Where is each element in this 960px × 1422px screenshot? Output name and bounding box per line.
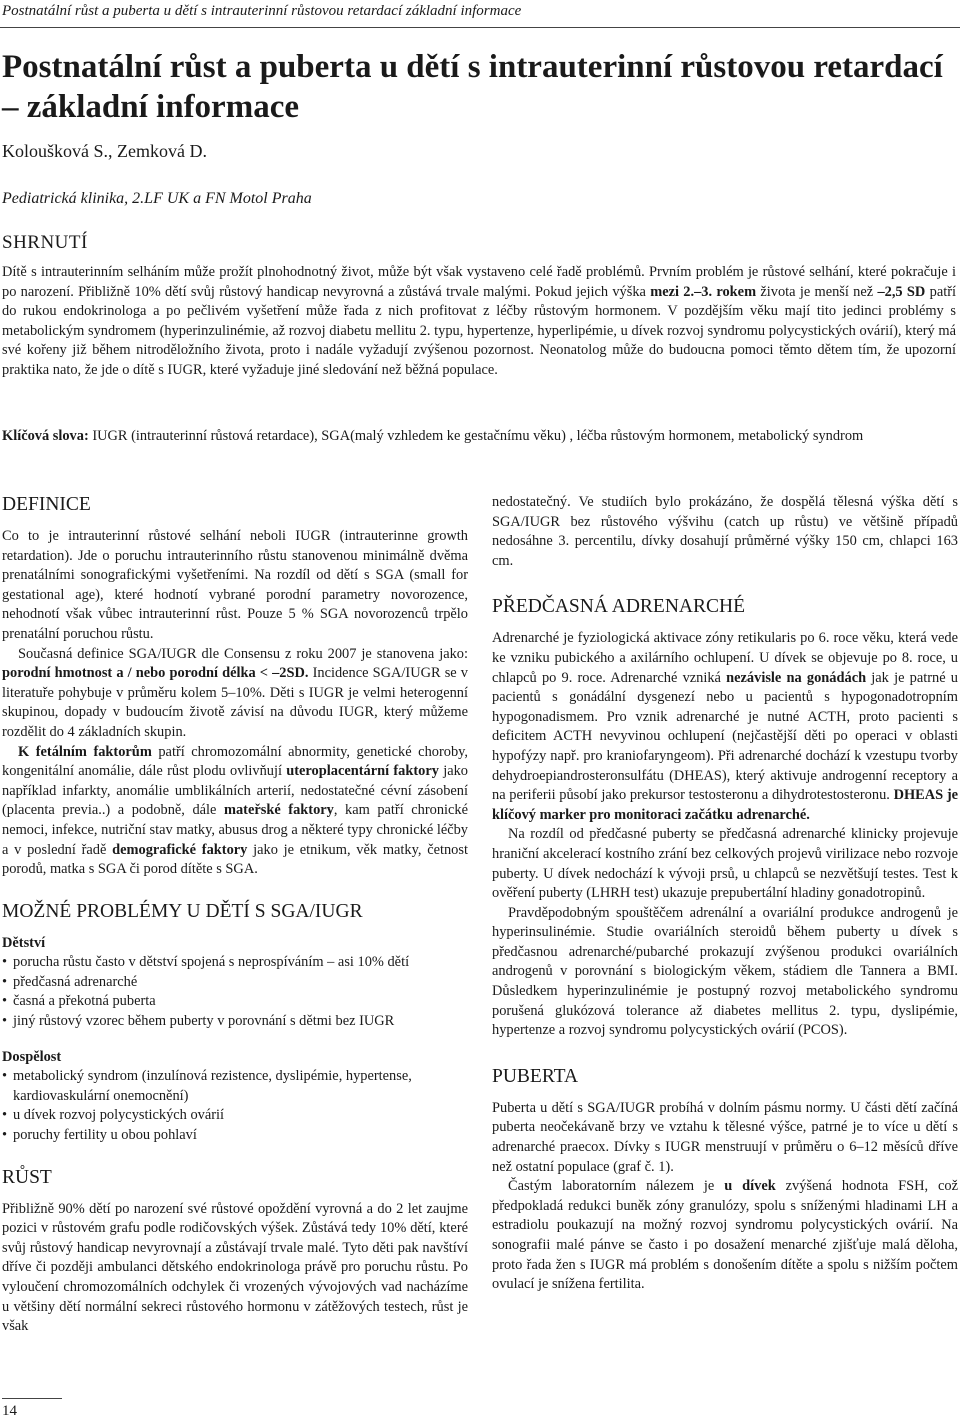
puberta-heading: PUBERTA	[492, 1065, 579, 1087]
rust-paragraph: Přibližně 90% dětí po narození své růstové opoždění vyrovná a do 2 let zaujme pozici v růstovém grafu podle rodičovských výšek. Zůstává tedy 10% dětí, které svůj růstový handicap nevyrovnají a zůstávají trvale malé. Tyto děti pak navštíví dříve či později ambulanci dětského endokrinologa právě pro poruchu růstu. Po vyloučení chromozomálních odchylek či vrozených vývojových vad nacházíme u většiny dětí normální sekreci růstového hormonu v zátěžových testech, růst je však	[2, 1200, 468, 1335]
problemy-heading: MOŽNÉ PROBLÉMY U DĚTÍ S SGA/IUGR	[2, 900, 363, 922]
list-item: • metabolický syndrom (inzulínová rezistence, dyslipémie, hypertense, kardiovaskulární onemocnění)	[2, 1067, 468, 1106]
summary-text: Dítě s intrauterinním selháním může prožít plnohodnotný život, může být však vystaveno celé řadě problémů. Prvním problém je růstové selhání, které pokračuje i po narození. Přibližně 10% dětí svůj růstový handicap nevyrovná a zůstává trvale malými. Pokud jejich výška mezi 2.–3. rokem života je menší než –2,5 SD patří do rukou endokrinologa a po pečlivém vyšetření může řada z nich profitovat z léčby růstovým hormonem. V pozdějším věku mají tito jedinci problémy s metabolickým syndromem (hyperinzulinémie, až rozvoj diabetu mellitu 2. typu, hypertenze, hyperlipémie, u dívek rozvoj syndromu polycystických ovárií), který má své kořeny již během nitroděložního života, proto i nadále vyžadují zvýšenou pozornost. Neonatolog může do budoucna pomoci těmto dětem tím, že upozorní praktika nato, že jde o dítě s IUGR, které vyžaduje jiné sledování než běžná populace.	[2, 264, 956, 378]
affiliation: Pediatrická klinika, 2.LF UK a FN Motol Praha	[2, 190, 312, 207]
running-header: Postnatální růst a puberta u dětí s intrauterinní růstovou retardací základní informace	[0, 0, 960, 28]
detstvi-subheading: Dětství	[2, 934, 46, 951]
page-number: 14	[2, 1398, 62, 1420]
adrenarche-heading: PŘEDČASNÁ ADRENARCHÉ	[492, 596, 745, 618]
definice-heading: DEFINICE	[2, 494, 91, 515]
summary-heading: SHRNUTÍ	[2, 232, 88, 253]
adrenarche-paragraph: Na rozdíl od předčasné puberty se předčasná adrenarché klinicky projevuje hraniční akcelerací kostního zrání bez celkových projevů virilizace nebo rozvoje puberty. U dívek nedochází k vývoji prsů, u chlapců se nezvětšují testes. Test k ověření puberty (LHRH test) ukazuje prepubertální hladiny gonadotropinů.	[492, 826, 958, 902]
puberta-paragraph: Puberta u dětí s SGA/IUGR probíhá v dolním pásmu normy. U části dětí začíná puberta neočekávaně brzy ve vztahu k tělesné výšce, patrné je to více u dětí s adrenarché praecox. Dívky s IUGR menstruují v průměru o 6–12 měsíců dříve než ostatní populace (graf č. 1).	[492, 1099, 958, 1175]
rust-heading: RŮST	[2, 1166, 52, 1188]
authors: Koloušková S., Zemková D.	[2, 141, 207, 161]
list-item: • časná a překotná puberta	[2, 992, 468, 1012]
definice-paragraph: Současná definice SGA/IUGR dle Consensu z roku 2007 je stanovena jako: porodní hmotnost a / nebo porodní délka < –2SD. Incidence SGA/IUGR se v literatuře pohybuje v průměru kolem 5–10%. Děti s IUGR je velmi heterogenní skupinou, dopady v budoucím životě závisí na důvodu IUGR, který můžeme rozdělit do 4 základních skupin.	[2, 645, 469, 740]
adrenarche-paragraph: Pravděpodobným spouštěčem adrenální a ovariální produkce androgenů je hyperinsulinémie. Studie ovariálních steroidů během puberty u dívek s předčasnou adrenarché/pubarché prokazují zvýšenou produkci ovariálních androgenů v porovnání s biologickým věkem, stádiem dle Tannera a BMI. Důsledkem hyperinzulinémie je postupný rozvoj metabolického syndromu porušená glukózová tolerance až diabetes mellitus 2. typu, dyslipémie, hypertenze a rozvoj syndromu polycystických ovárií (PCOS).	[492, 904, 958, 1039]
keywords: Klíčová slova: IUGR (intrauterinní růstová retardace), SGA(malý vzhledem ke gestačnímu věku) , léčba růstovým hormonem, metabolický syndrom	[2, 428, 864, 444]
left-column	[2, 493, 468, 1337]
adrenarche-paragraph: Adrenarché je fyziologická aktivace zóny retikularis po 6. roce věku, která vede ke vzniku pubického a axilárního ochlupení. U dívek se objevuje po 8. roce, u chlapců po 9. roce. Adrenarché vzniká nezávisle na gonádách jak je patrné u pacientů s gonádální dysgenezí nebo u pacientů s hypogonadotropním hypogonadismem. Pro vznik adrenarché je nutné ACTH, proto pacienti s deficitem ACTH nevyvinou ochlupení (nejčastější děti po operaci v oblasti hypofýzy např. pro kraniofaryngeom). Při adrenarché dochází k vzestupu tvorby dehydroepiandrosteronsulfátu (DHEAS), který aktivuje androgenní receptory a na periferii působí jako prekursor testosteronu a dihydrotestosteronu. DHEAS je klíčový marker pro monitoraci začátku adrenarché.	[492, 630, 959, 823]
list-item: • porucha růstu často v dětství spojená s neprospíváním – asi 10% dětí	[2, 953, 468, 973]
list-item: • u dívek rozvoj polycystických ovárií	[2, 1106, 468, 1126]
dospelost-subheading: Dospělost	[2, 1048, 62, 1065]
right-column	[492, 493, 958, 1295]
list-item: • předčasná adrenarché	[2, 973, 468, 993]
dospelost-list	[2, 1067, 468, 1145]
list-item: • poruchy fertility u obou pohlaví	[2, 1126, 468, 1146]
article-title: Postnatální růst a puberta u dětí s intrauterinní růstovou retardací – základní informace	[2, 49, 943, 125]
definice-paragraph: Co to je intrauterinní růstové selhání neboli IUGR (intrauterinne growth retardation). Jde o poruchu intrauterinního růstu stanovenou minimálně dvěma prenatálními sonografickými vyšetřeními. Na rozdíl od dětí s SGA (small for gestational age), které hodnotí vybrané porodní parametry novorozence, nehodnotí však vůbec intrauterinní růst. Pouze 5 % SGA novorozenců trpělo prenatální poruchou růstu.	[2, 528, 468, 642]
list-item: • jiný růstový vzorec během puberty v porovnání s dětmi bez IUGR	[2, 1012, 468, 1032]
rust-paragraph-continued: nedostatečný. Ve studiích bylo prokázáno, že dospělá tělesná výška dětí s SGA/IUGR bez růstového výšvihu (catch up růstu) ve většině případů nedosáhne 3. percentilu, dívky dosahují průměrné výšky 150 cm, chlapci 163 cm.	[492, 494, 958, 569]
keywords-label: Klíčová slova:	[2, 428, 89, 444]
definice-paragraph: K fetálním faktorům patří chromozomální abnormity, genetické choroby, kongenitální anomálie, dále růst plodu ovlivňují uteroplacentární faktory jako například infarkty, anomálie umblikálních arterií, nedostatečné cévní zásobení (placenta previa..) a podobně, dále mateřské faktory, kam patří chronické nemoci, infekce, nutriční stav matky, abusus drog a některé typy chronické léčby a v poslední řadě demografické faktory jako je etnikum, věk matky, četnost porodů, matka s SGA či porod dítěte s SGA.	[2, 743, 469, 878]
puberta-paragraph: Častým laboratorním nálezem je u dívek zvýšená hodnota FSH, což předpokladá redukci buněk zóny granulózy, spolu s sníženými hladinami LH a estradiolu poukazují na možný rozvoj syndromu polycystických ovárií. Na sonografii malé pánve se často i po dosažení menarché zjišťuje malá děloha, proto řada žen s IUGR má problém s donošením dítěte a spolu s nižším počtem ovulací je snížena fertilita.	[492, 1178, 958, 1293]
detstvi-list	[2, 953, 468, 1031]
